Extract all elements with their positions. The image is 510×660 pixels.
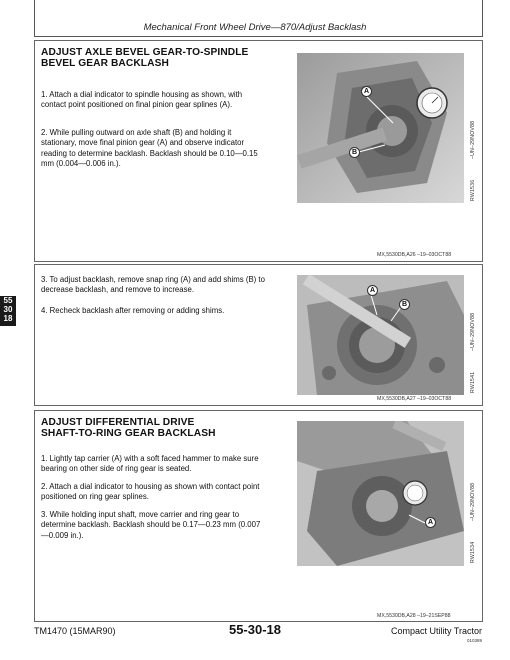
footer-page-number: 55-30-18 — [228, 622, 282, 637]
page-header-title: Mechanical Front Wheel Drive—870/Adjust Backlash — [143, 22, 367, 33]
section3-title-line1: ADJUST DIFFERENTIAL DRIVE — [41, 417, 195, 428]
section3-photo-code: RW1534 — [470, 541, 476, 563]
section3-title-line2: SHAFT-TO-RING GEAR BACKLASH — [41, 428, 216, 439]
section-differential-drive — [34, 410, 483, 622]
section1-illustration — [297, 53, 464, 203]
section3-text — [41, 411, 281, 621]
section2-photo-code: RW1541 — [470, 371, 476, 393]
section3-callout-a: A — [425, 517, 436, 528]
section-tab-line1: 55 — [3, 296, 13, 305]
section3-step-3: 3. While holding input shaft, move carrier and ring gear to determine backlash. Backlash should be 0.17—0.23 mm (0.007—0.009 in.). — [41, 510, 261, 540]
section3-step-2: 2. Attach a dial indicator to housing as shown with contact point positioned on ring gear splines. — [41, 482, 260, 502]
footer-product-name: Compact Utility Tractor — [390, 626, 482, 636]
section2-illustration — [297, 275, 464, 395]
footer-code: 010389 — [466, 638, 482, 643]
section3-photo — [297, 421, 464, 566]
section-remove-snap-ring — [34, 264, 483, 406]
section2-callout-a: A — [367, 285, 378, 296]
section1-callout-a: A — [361, 86, 372, 97]
section3-illustration — [297, 421, 464, 566]
section3-side-code: –UN–29NOV88 — [470, 482, 476, 521]
section2-step-4: 4. Recheck backlash after removing or adding shims. — [41, 306, 225, 315]
section1-text — [41, 41, 281, 261]
section3-title — [41, 417, 271, 439]
section1-photo-code: RW1536 — [470, 179, 476, 201]
section1-step-2: 2. While pulling outward on axle shaft (B) and holding it stationary, move final pinion gear (A) and observe indicator reading to determine backlash. Backlash should be 0.10—0.15 mm (0.004—0.006 in.). — [41, 128, 258, 168]
section-tab-line2: 30 — [3, 305, 13, 314]
section3-ref-code: MX,5530DB,A28 –19–21SEP88 — [377, 613, 451, 619]
section-tab — [0, 296, 16, 326]
header-divider — [34, 36, 483, 37]
section-tab-line3: 18 — [3, 314, 13, 323]
section-axle-bevel-gear — [34, 40, 483, 262]
section1-callout-b: B — [349, 147, 360, 158]
section1-title — [41, 47, 271, 69]
section2-photo — [297, 275, 464, 395]
section2-callout-b: B — [399, 299, 410, 310]
section1-ref-code: MX,5530DB,A26 –19–03OCT88 — [377, 252, 452, 258]
footer-manual-id: TM1470 (15MAR90) — [34, 626, 116, 636]
section2-step-3: 3. To adjust backlash, remove snap ring (A) and add shims (B) to decrease backlash, and remove to increase. — [41, 275, 265, 295]
section2-ref-code: MX,5530DB,A27 –19–03OCT88 — [377, 396, 452, 402]
section1-title-line2: BEVEL GEAR BACKLASH — [41, 58, 169, 69]
section2-side-code: –UN–29NOV88 — [470, 312, 476, 351]
section2-text — [41, 265, 281, 405]
section1-title-line1: ADJUST AXLE BEVEL GEAR-TO-SPINDLE — [41, 47, 249, 58]
section1-step-1: 1. Attach a dial indicator to spindle housing as shown, with contact point positioned on final pinion gear splines (A). — [41, 90, 243, 110]
section1-photo — [297, 53, 464, 203]
section1-side-code: –UN–29NOV88 — [470, 120, 476, 159]
section3-step-1: 1. Lightly tap carrier (A) with a soft faced hammer to make sure bearing on other side of ring gear is seated. — [41, 454, 259, 474]
